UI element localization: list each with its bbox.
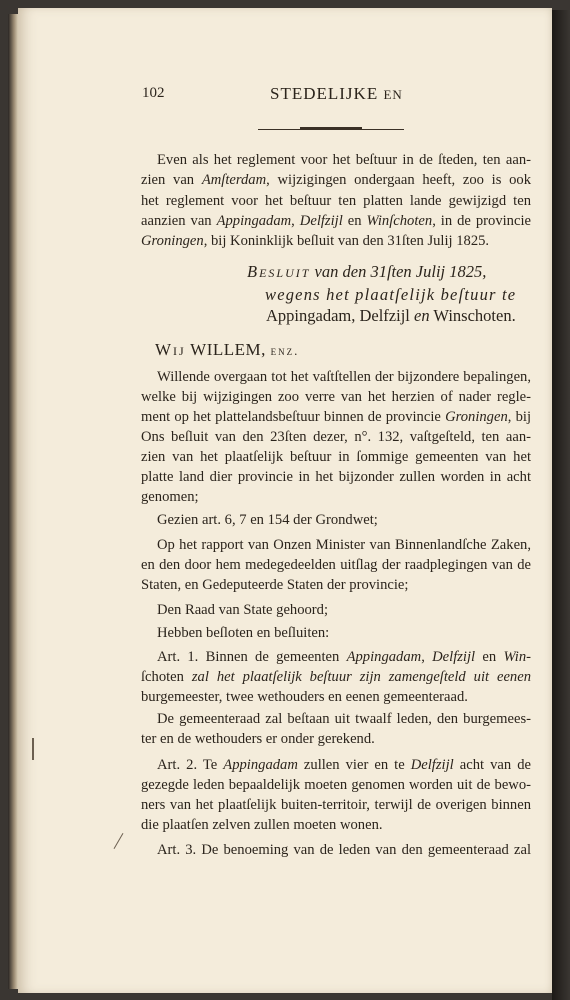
intro-line [141, 172, 531, 189]
text-run: Even als het reglement voor het beſtuur in de ſteden, ten aan- [157, 152, 531, 168]
text-run: , in de provincie [432, 213, 531, 229]
text-run: Art. 2. Te [157, 757, 224, 773]
text-run: aanzien van [141, 213, 217, 229]
text-run: welke bij wijzigingen zoo verre van het herzien of nader regle- [141, 389, 531, 405]
intro-line [141, 193, 531, 210]
besluit-places-b: Winschoten. [429, 306, 516, 325]
text-run: die plaatſen zelven zullen moeten wonen. [141, 817, 383, 833]
italic-name: Delfzijl [299, 213, 343, 229]
body-line [157, 369, 531, 386]
text-run: Op het rapport van Onzen Minister van Binnenlandſche Zaken, [157, 537, 531, 553]
body-line [141, 817, 383, 834]
italic-name: Delfzijl [432, 649, 476, 665]
text-run: , bij Koninklijk beſluit van den 31ſten Julij 1825. [203, 233, 490, 249]
italic-name: Delfzijl [410, 757, 454, 773]
book-spine-edge [8, 14, 18, 989]
running-title-main: STEDELIJKE [270, 84, 379, 103]
body-line [157, 649, 531, 666]
body-line [141, 409, 531, 426]
body-line [157, 757, 531, 774]
text-run: , bij [507, 409, 532, 425]
body-line [141, 669, 531, 686]
background-right [552, 10, 570, 1000]
text-run: ment op het plattelandsbeſtuur binnen de provincie [141, 409, 446, 425]
text-run: genomen; [141, 489, 199, 505]
text-run: Art. 3. De benoeming van de leden van den gemeenteraad zal [157, 842, 531, 858]
running-title-small: EN [383, 87, 403, 102]
text-run: zullen vier en te [297, 757, 411, 773]
italic-name: Win- [503, 649, 532, 665]
italic-name: Amſterdam [201, 172, 267, 188]
besluit-en: en [414, 306, 430, 325]
body-line [141, 449, 531, 466]
text-run: en den door hem medegedeelden uitſlag der raadplegingen van de [141, 557, 531, 573]
italic-name: Groningen [445, 409, 508, 425]
decree-wij: Wij [155, 340, 186, 359]
body-line [157, 602, 328, 619]
body-line [141, 429, 531, 446]
body-line [141, 689, 468, 706]
text-run: Willende overgaan tot het vaſtſtellen der bijzondere bepalingen, [157, 369, 531, 385]
text-run: acht van de [453, 757, 531, 773]
italic-name: Appingadam [223, 757, 298, 773]
text-run: platte land dier provincie in het bijzonder zullen worden in acht [141, 469, 531, 485]
text-run: en [475, 649, 504, 665]
text-run: ſchoten [141, 669, 184, 685]
body-line [141, 777, 531, 794]
margin-mark [32, 738, 34, 760]
body-line [157, 711, 531, 728]
body-line [141, 577, 408, 594]
text-run: , wijzigingen ondergaan heeft, zoo is ook [266, 172, 531, 188]
text-run: gezegde leden bepaaldelijk moeten genomen worden uit de bewo- [141, 777, 531, 793]
italic-name: zal het plaatſelijk beſtuur zijn zamengeſteld uit eenen [183, 669, 531, 685]
text-run: het reglement voor het beſtuur ten platten lande gewijzigd ten [141, 193, 531, 209]
text-run: Staten, en Gedeputeerde Staten der provincie; [141, 577, 409, 593]
italic-name: Winſchoten [366, 213, 433, 229]
body-line [141, 389, 531, 406]
body-line [141, 797, 531, 814]
text-run: Gezien art. 6, 7 en 154 der Grondwet; [157, 512, 378, 528]
besluit-line-2: wegens het plaatſelijk beſtuur te [265, 285, 517, 304]
italic-name: Appingadam [346, 649, 422, 665]
header-rule-ornament [300, 127, 362, 130]
decree-heading [155, 340, 299, 360]
body-line [141, 557, 531, 574]
text-run: en [342, 213, 367, 229]
decree-willem: WILLEM, [185, 340, 271, 359]
besluit-date: van den 31ſten Julij 1825, [310, 262, 487, 281]
page-number: 102 [142, 85, 165, 101]
text-run: Art. 1. Binnen de gemeenten [157, 649, 347, 665]
text-run: ners van het plaatſelijk buiten-territoir, terwijl de overigen binnen [141, 797, 531, 813]
text-run: Hebben beſloten en beſluiten: [157, 625, 330, 641]
body-line [157, 512, 378, 529]
italic-name: Groningen [141, 233, 204, 249]
intro-line [141, 213, 531, 230]
text-run: zien van [141, 172, 202, 188]
besluit-word: Besluit [247, 262, 311, 281]
body-line [157, 625, 329, 642]
body-line [157, 537, 531, 554]
intro-line [157, 152, 531, 169]
decree-enz: enz. [270, 343, 300, 358]
besluit-line-1 [247, 262, 486, 282]
text-run: burgemeester, twee wethouders en eenen gemeenteraad. [141, 689, 468, 705]
intro-line [141, 233, 489, 250]
body-line [157, 842, 531, 859]
italic-name: Appingadam [216, 213, 292, 229]
text-run: zien van het plaatſelijk beſtuur in ſommige gemeenten van het [141, 449, 531, 465]
text-run: , [291, 213, 300, 229]
text-run: Den Raad van State gehoord; [157, 602, 329, 618]
besluit-line-3 [266, 306, 516, 326]
besluit-places-a: Appingadam, Delfzijl [266, 306, 415, 325]
body-line [141, 489, 199, 506]
body-line [141, 731, 375, 748]
text-run: De gemeenteraad zal beſtaan uit twaalf leden, den burgemees- [157, 711, 531, 727]
text-run: , [421, 649, 433, 665]
text-run: ter en de wethouders er onder gerekend. [141, 731, 375, 747]
running-title [270, 84, 403, 104]
body-line [141, 469, 531, 486]
text-run: Ons beſluit van den 23ſten dezer, n°. 132, vaſtgeſteld, ten aan- [141, 429, 531, 445]
